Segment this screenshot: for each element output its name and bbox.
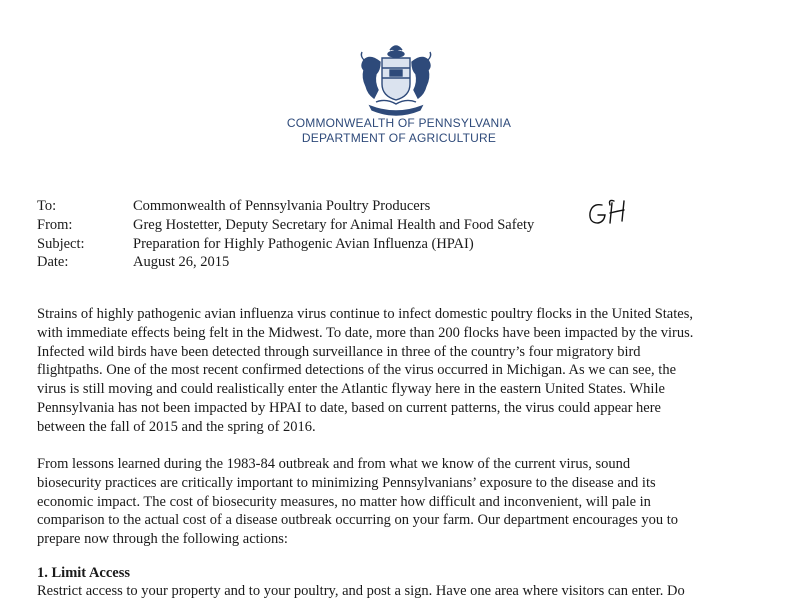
- paragraph-line: comparison to the actual cost of a disease outbreak occurring on your farm. Our department encourages you to: [37, 512, 679, 529]
- memo-from-row: [37, 216, 534, 235]
- memo-subject-row: [37, 235, 534, 254]
- memo-value: Preparation for Highly Pathogenic Avian Influenza (HPAI): [133, 235, 474, 252]
- paragraph-line: Infected wild birds have been detected through surveillance in three of the country’s four migratory bird: [37, 343, 641, 360]
- letterhead-line-1: COMMONWEALTH OF PENNSYLVANIA: [286, 116, 512, 130]
- section-body-text: Restrict access to your property and to your poultry, and post a sign. Have one area where visitors can enter. Do: [37, 583, 685, 599]
- paragraph-line: flightpaths. One of the most recent confirmed detections of the virus occurred in Michigan. As we can see, the: [37, 362, 677, 379]
- paragraph-biosecurity: [37, 455, 797, 549]
- paragraph-line: with immediate effects being felt in the Midwest. To date, more than 200 flocks have been impacted by the virus.: [37, 324, 694, 341]
- memo-label: From:: [37, 216, 73, 233]
- paragraph-hpai-status: [37, 305, 797, 437]
- letterhead-line-2: DEPARTMENT OF AGRICULTURE: [301, 131, 497, 145]
- memo-to-row: [37, 197, 534, 216]
- letterhead: [0, 116, 798, 146]
- paragraph-line: virus is still moving and could realistically enter the Atlantic flyway here in the eastern United States. While: [37, 381, 665, 398]
- memo-value: Commonwealth of Pennsylvania Poultry Producers: [133, 198, 431, 214]
- memo-label: To:: [37, 198, 57, 214]
- memo-date-row: [37, 253, 534, 272]
- memo-value: Greg Hostetter, Deputy Secretary for Animal Health and Food Safety: [133, 216, 535, 233]
- paragraph-line: economic impact. The cost of biosecurity measures, no matter how difficult and inconvenient, will pale in: [37, 493, 651, 510]
- memo-header: [37, 197, 534, 272]
- paragraph-line: between the fall of 2015 and the spring of 2016.: [37, 418, 316, 435]
- memo-value: August 26, 2015: [133, 254, 230, 271]
- paragraph-line: biosecurity practices are critically important to minimizing Pennsylvanians’ exposure to the disease and its: [37, 474, 656, 491]
- paragraph-line: From lessons learned during the 1983-84 outbreak and from what we know of the current virus, sound: [37, 456, 631, 472]
- paragraph-line: prepare now through the following actions:: [37, 531, 288, 548]
- section-heading-limit-access: 1. Limit Access: [37, 565, 131, 581]
- paragraph-line: Pennsylvania has not been impacted by HPAI to date, based on current patterns, the virus could appear here: [37, 399, 661, 416]
- paragraph-line: Strains of highly pathogenic avian influenza virus continue to infect domestic poultry flocks in the United States,: [37, 306, 693, 322]
- memo-label: Date:: [37, 254, 69, 271]
- handwritten-initials-signature: [586, 197, 636, 231]
- memo-label: Subject:: [37, 235, 85, 252]
- state-seal-logo: [346, 40, 446, 116]
